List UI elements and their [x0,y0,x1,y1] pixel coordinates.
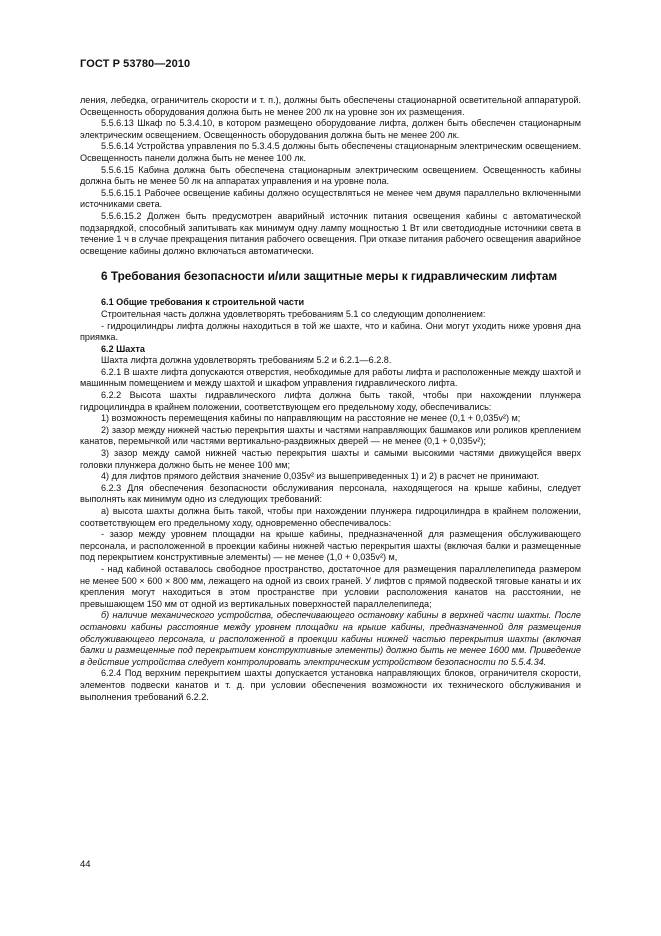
paragraph-6-2-2-item-1: 1) возможность перемещения кабины по направляющим на расстояние не менее (0,1 + 0,035v²) м; [101,413,521,424]
paragraph-6-2-intro: Шахта лифта должна удовлетворять требованиям 5.2 и 6.2.1—6.2.8. [101,355,392,366]
paragraph-6-1-item: - гидроцилиндры лифта должны находиться в той же шахте, что и кабина. Они могут уходить ниже уровня дна приямка. [80,320,581,343]
paragraph-6-2-3-b: б) наличие механического устройства, обеспечивающего остановку кабины в верхней части шахты. После остановки кабины расстояние между уровнем площадки на крыше кабины, предназначенной для размещения обслуживающего персонала, и расположенной в проекции кабины нижней частью перекрытия шахты (включая балки и размещенные под перекрытием конструктивные элементы) должно быть не менее 1600 мм. Приведение в действие устройства следует контролировать электрическим устройством безопасности по 5.5.4.34. [80,610,581,667]
paragraph-5-5-6-15-1: 5.5.6.15.1 Рабочее освещение кабины должно осуществляться не менее чем двумя параллельно включенными источниками света. [80,187,581,210]
paragraph-continued: ления, лебедка, ограничитель скорости и т. п.), должны быть обеспечены стационарной осветительной аппаратурой. Освещенность оборудования должна быть не менее 200 лк на уровне зон их размещения. [80,95,581,117]
paragraph-5-5-6-15-2: 5.5.6.15.2 Должен быть предусмотрен аварийный источник питания освещения кабины с автоматической подзарядкой, способный запитывать как минимум одну лампу мощностью 1 Вт или светодиодные источники света в течение 1 ч в случае прекращения питания рабочего освещения. При отказе питания рабочего освещения аварийное освещение кабины должно включаться автоматически. [80,210,581,256]
paragraph-5-5-6-15: 5.5.6.15 Кабина должна быть обеспечена стационарным электрическим освещением. Освещенность кабины должна быть не менее 50 лк на аппаратах управления и на уровне пола. [80,164,581,187]
paragraph-5-5-6-13: 5.5.6.13 Шкаф по 5.3.4.10, в котором размещено оборудование лифта, должен быть обеспечен стационарным электрическим освещением. Освещенность оборудования должна быть не менее 200 лк. [80,118,581,140]
paragraph-6-2-4: 6.2.4 Под верхним перекрытием шахты допускается установка направляющих блоков, ограничителя скорости, элементов подвески канатов и т. д. при условии обеспечения возможности их технического обслуживания и выполнения требований 6.2.2. [80,668,581,702]
paragraph-6-2-3-a-dash-2: - над кабиной оставалось свободное пространство, достаточное для размещения параллелепипеда размером не менее 500 × 600 × 800 мм, лежащего на одной из своих граней. У лифтов с прямой подвеской тяговые канаты и их крепления могут находиться в этом пространстве при условии расположения канатов на расстоянии, не превышающем 150 мм от одной из вертикальных поверхностей параллелепипеда; [80,563,581,609]
paragraph-6-2-3-a-dash-1: - зазор между уровнем площадки на крыше кабины, предназначенной для размещения обслуживающего персонала, и расположенной в проекции кабины нижней частью перекрытия шахты (включая балки и размещенные под перекрытием конструктивные элементы) — не менее (1,0 + 0,035v²) м, [80,529,581,563]
subsection-6-2-heading: 6.2 Шахта [101,343,145,354]
document-body [80,95,581,703]
subsection-6-1-heading: 6.1 Общие требования к строительной части [101,297,305,308]
paragraph-6-1-intro: Строительная часть должна удовлетворять требованиям 5.1 со следующим дополнением: [101,308,486,319]
paragraph-6-2-1: 6.2.1 В шахте лифта допускаются отверстия, необходимые для работы лифта и расположенные между шахтой и машинным помещением и между шахтой и шкафом управления гидравлического лифта. [80,366,581,389]
paragraph-6-2-3-a: а) высота шахты должна быть такой, чтобы при нахождении плунжера гидроцилиндра в крайнем положении, соответствующем его предельному ходу, одновременно обеспечивалось: [80,506,581,528]
paragraph-6-2-2-item-4: 4) для лифтов прямого действия значение 0,035v² из вышеприведенных 1) и 2) в расчет не принимают. [101,471,540,482]
section-6-heading: 6 Требования безопасности и/или защитные меры к гидравлическим лифтам [101,269,558,284]
paragraph-5-5-6-14: 5.5.6.14 Устройства управления по 5.3.4.5 должны быть обеспечены стационарным электрическим освещением. Освещенность панели должна быть не менее 100 лк. [80,141,581,163]
paragraph-6-2-2: 6.2.2 Высота шахты гидравлического лифта должна быть такой, чтобы при нахождении плунжера гидроцилиндра в крайнем положении, соответствующем его предельному ходу, обеспечивались: [80,390,581,412]
page-header-doc-title: ГОСТ Р 53780—2010 [80,58,191,70]
paragraph-6-2-2-item-2: 2) зазор между нижней частью перекрытия шахты и частями направляющих башмаков или роликов креплением канатов, перемычкой или частями вертикально-раздвижных дверей — не менее (0,1 + 0,035v²); [80,424,581,447]
page-number: 44 [80,859,91,870]
paragraph-6-2-3: 6.2.3 Для обеспечения безопасности обслуживания персонала, находящегося на крыше кабины, следует выполнять как минимум одно из следующих требований: [80,482,581,505]
paragraph-6-2-2-item-3: 3) зазор между самой нижней частью перекрытия шахты и самыми высокими частями движущейся вверх головки плунжера должно быть не менее 100 мм; [80,448,581,470]
